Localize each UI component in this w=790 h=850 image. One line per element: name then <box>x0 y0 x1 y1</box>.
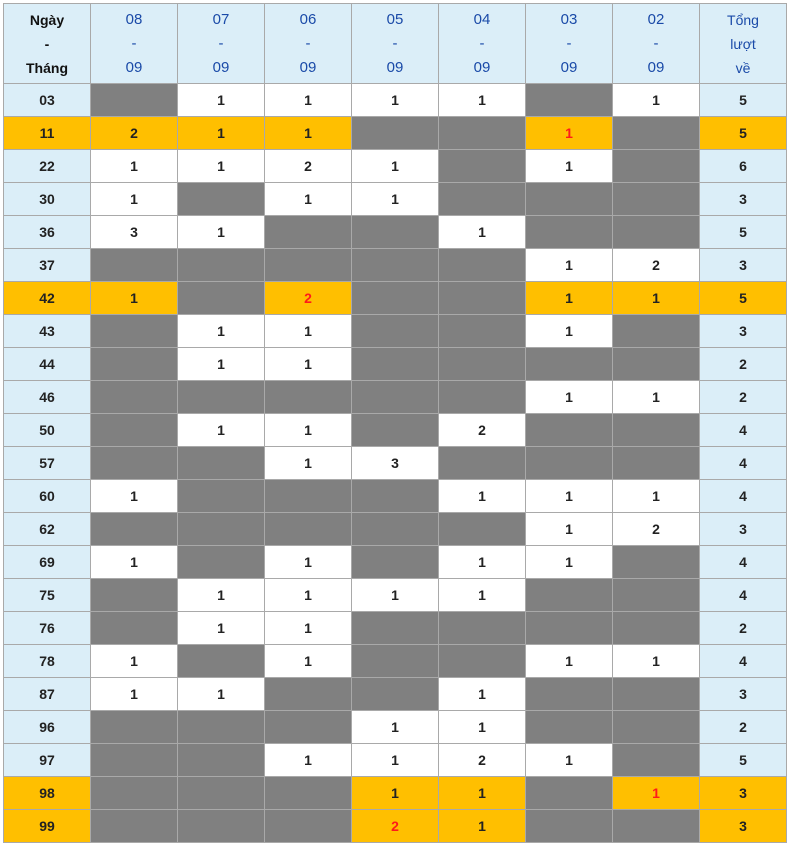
day-column-header: 06 - 09 <box>265 4 352 84</box>
hit-count-cell: 1 <box>439 546 526 579</box>
empty-cell <box>439 282 526 315</box>
empty-cell <box>178 645 265 678</box>
hit-count-cell: 1 <box>178 348 265 381</box>
table-row <box>4 513 787 546</box>
empty-cell <box>178 744 265 777</box>
empty-cell <box>439 117 526 150</box>
hit-count-cell: 1 <box>526 513 613 546</box>
hit-count-cell: 2 <box>613 513 700 546</box>
total-count: 5 <box>700 84 787 117</box>
empty-cell <box>91 249 178 282</box>
empty-cell <box>178 447 265 480</box>
total-count: 4 <box>700 579 787 612</box>
hit-count-cell: 1 <box>265 348 352 381</box>
empty-cell <box>178 777 265 810</box>
empty-cell <box>265 249 352 282</box>
table-row <box>4 711 787 744</box>
empty-cell <box>613 414 700 447</box>
hit-count-cell: 1 <box>352 150 439 183</box>
day-column-header: 02 - 09 <box>613 4 700 84</box>
empty-cell <box>613 678 700 711</box>
table-row <box>4 480 787 513</box>
table-row <box>4 249 787 282</box>
empty-cell <box>178 480 265 513</box>
empty-cell <box>91 348 178 381</box>
empty-cell <box>526 84 613 117</box>
empty-cell <box>439 447 526 480</box>
hit-count-cell: 1 <box>439 84 526 117</box>
empty-cell <box>439 645 526 678</box>
hit-count-cell: 1 <box>526 150 613 183</box>
day-column-header: 07 - 09 <box>178 4 265 84</box>
empty-cell <box>613 744 700 777</box>
empty-cell <box>613 216 700 249</box>
hit-count-cell: 1 <box>91 645 178 678</box>
empty-cell <box>526 711 613 744</box>
hit-count-cell: 1 <box>265 414 352 447</box>
table-row <box>4 315 787 348</box>
empty-cell <box>526 579 613 612</box>
hit-count-cell: 1 <box>91 546 178 579</box>
hit-count-cell: 1 <box>91 678 178 711</box>
hit-count-cell: 1 <box>265 447 352 480</box>
total-count: 4 <box>700 645 787 678</box>
empty-cell <box>91 84 178 117</box>
hit-count-cell: 1 <box>352 84 439 117</box>
lottery-number: 43 <box>4 315 91 348</box>
table-body <box>4 84 787 843</box>
hit-count-cell: 2 <box>265 282 352 315</box>
day-column-header: 03 - 09 <box>526 4 613 84</box>
lottery-number: 37 <box>4 249 91 282</box>
total-count: 4 <box>700 546 787 579</box>
table-row <box>4 678 787 711</box>
empty-cell <box>526 447 613 480</box>
total-count: 3 <box>700 183 787 216</box>
hit-count-cell: 1 <box>613 282 700 315</box>
table-row <box>4 84 787 117</box>
table-row <box>4 612 787 645</box>
hit-count-cell: 1 <box>265 117 352 150</box>
empty-cell <box>178 810 265 843</box>
empty-cell <box>352 678 439 711</box>
empty-cell <box>613 711 700 744</box>
hit-count-cell: 2 <box>352 810 439 843</box>
lottery-number: 99 <box>4 810 91 843</box>
lottery-number: 36 <box>4 216 91 249</box>
hit-count-cell: 1 <box>613 84 700 117</box>
hit-count-cell: 1 <box>91 282 178 315</box>
total-column-header: Tổng lượt về <box>700 4 787 84</box>
empty-cell <box>178 711 265 744</box>
empty-cell <box>265 711 352 744</box>
hit-count-cell: 1 <box>91 480 178 513</box>
empty-cell <box>265 777 352 810</box>
lottery-number: 60 <box>4 480 91 513</box>
table-row <box>4 150 787 183</box>
hit-count-cell: 1 <box>265 183 352 216</box>
empty-cell <box>439 249 526 282</box>
empty-cell <box>526 216 613 249</box>
empty-cell <box>352 315 439 348</box>
total-count: 6 <box>700 150 787 183</box>
empty-cell <box>439 381 526 414</box>
hit-count-cell: 1 <box>352 711 439 744</box>
table-row <box>4 414 787 447</box>
hit-count-cell: 2 <box>439 744 526 777</box>
table-row <box>4 546 787 579</box>
total-count: 3 <box>700 315 787 348</box>
lottery-number: 78 <box>4 645 91 678</box>
empty-cell <box>526 183 613 216</box>
empty-cell <box>352 480 439 513</box>
hit-count-cell: 1 <box>613 645 700 678</box>
empty-cell <box>91 711 178 744</box>
hit-count-cell: 1 <box>439 480 526 513</box>
lottery-frequency-table <box>3 3 787 843</box>
hit-count-cell: 1 <box>526 744 613 777</box>
empty-cell <box>91 414 178 447</box>
hit-count-cell: 1 <box>265 579 352 612</box>
hit-count-cell: 1 <box>613 480 700 513</box>
hit-count-cell: 2 <box>265 150 352 183</box>
total-count: 5 <box>700 117 787 150</box>
hit-count-cell: 1 <box>91 150 178 183</box>
hit-count-cell: 3 <box>91 216 178 249</box>
empty-cell <box>352 414 439 447</box>
empty-cell <box>352 249 439 282</box>
empty-cell <box>439 150 526 183</box>
total-count: 5 <box>700 282 787 315</box>
hit-count-cell: 1 <box>265 546 352 579</box>
lottery-number: 50 <box>4 414 91 447</box>
hit-count-cell: 1 <box>352 744 439 777</box>
hit-count-cell: 1 <box>352 777 439 810</box>
total-count: 3 <box>700 777 787 810</box>
hit-count-cell: 1 <box>352 183 439 216</box>
hit-count-cell: 1 <box>178 315 265 348</box>
empty-cell <box>613 150 700 183</box>
corner-header: Ngày - Tháng <box>4 4 91 84</box>
empty-cell <box>526 348 613 381</box>
lottery-number: 46 <box>4 381 91 414</box>
total-count: 5 <box>700 216 787 249</box>
lottery-number: 44 <box>4 348 91 381</box>
empty-cell <box>265 678 352 711</box>
empty-cell <box>613 348 700 381</box>
hit-count-cell: 1 <box>526 381 613 414</box>
hit-count-cell: 1 <box>526 249 613 282</box>
hit-count-cell: 1 <box>178 612 265 645</box>
empty-cell <box>352 612 439 645</box>
table-row <box>4 744 787 777</box>
hit-count-cell: 1 <box>178 678 265 711</box>
empty-cell <box>352 513 439 546</box>
empty-cell <box>91 612 178 645</box>
empty-cell <box>265 513 352 546</box>
empty-cell <box>526 414 613 447</box>
hit-count-cell: 1 <box>178 216 265 249</box>
hit-count-cell: 1 <box>526 546 613 579</box>
empty-cell <box>352 546 439 579</box>
empty-cell <box>526 777 613 810</box>
empty-cell <box>613 612 700 645</box>
header-row <box>4 4 787 84</box>
empty-cell <box>352 645 439 678</box>
lottery-number: 97 <box>4 744 91 777</box>
hit-count-cell: 1 <box>526 282 613 315</box>
table-row <box>4 810 787 843</box>
total-count: 4 <box>700 414 787 447</box>
hit-count-cell: 1 <box>265 744 352 777</box>
hit-count-cell: 1 <box>439 810 526 843</box>
empty-cell <box>352 381 439 414</box>
empty-cell <box>439 183 526 216</box>
empty-cell <box>178 249 265 282</box>
total-count: 3 <box>700 678 787 711</box>
total-count: 2 <box>700 711 787 744</box>
day-column-header: 08 - 09 <box>91 4 178 84</box>
lottery-number: 62 <box>4 513 91 546</box>
empty-cell <box>91 315 178 348</box>
table-row <box>4 777 787 810</box>
hit-count-cell: 1 <box>265 645 352 678</box>
empty-cell <box>178 381 265 414</box>
table-row <box>4 579 787 612</box>
hit-count-cell: 1 <box>439 678 526 711</box>
empty-cell <box>178 546 265 579</box>
hit-count-cell: 1 <box>265 84 352 117</box>
empty-cell <box>91 381 178 414</box>
empty-cell <box>613 579 700 612</box>
empty-cell <box>91 810 178 843</box>
table-row <box>4 645 787 678</box>
lottery-number: 11 <box>4 117 91 150</box>
empty-cell <box>91 513 178 546</box>
hit-count-cell: 1 <box>265 612 352 645</box>
total-count: 2 <box>700 612 787 645</box>
total-count: 4 <box>700 480 787 513</box>
hit-count-cell: 1 <box>526 117 613 150</box>
hit-count-cell: 1 <box>178 150 265 183</box>
table-row <box>4 183 787 216</box>
hit-count-cell: 1 <box>613 777 700 810</box>
table-row <box>4 348 787 381</box>
empty-cell <box>439 315 526 348</box>
table-row <box>4 282 787 315</box>
hit-count-cell: 1 <box>526 480 613 513</box>
hit-count-cell: 1 <box>265 315 352 348</box>
empty-cell <box>352 117 439 150</box>
total-count: 5 <box>700 744 787 777</box>
hit-count-cell: 1 <box>178 84 265 117</box>
hit-count-cell: 2 <box>439 414 526 447</box>
table-row <box>4 216 787 249</box>
total-count: 3 <box>700 249 787 282</box>
day-column-header: 05 - 09 <box>352 4 439 84</box>
empty-cell <box>526 678 613 711</box>
empty-cell <box>265 810 352 843</box>
hit-count-cell: 1 <box>352 579 439 612</box>
empty-cell <box>352 282 439 315</box>
lottery-number: 22 <box>4 150 91 183</box>
empty-cell <box>265 381 352 414</box>
empty-cell <box>613 183 700 216</box>
total-count: 3 <box>700 810 787 843</box>
empty-cell <box>91 744 178 777</box>
lottery-number: 76 <box>4 612 91 645</box>
empty-cell <box>613 447 700 480</box>
total-count: 2 <box>700 381 787 414</box>
day-column-header: 04 - 09 <box>439 4 526 84</box>
table-row <box>4 381 787 414</box>
lottery-number: 42 <box>4 282 91 315</box>
empty-cell <box>526 612 613 645</box>
empty-cell <box>91 777 178 810</box>
lottery-number: 98 <box>4 777 91 810</box>
empty-cell <box>526 810 613 843</box>
lottery-number: 75 <box>4 579 91 612</box>
hit-count-cell: 1 <box>526 645 613 678</box>
lottery-number: 03 <box>4 84 91 117</box>
empty-cell <box>613 810 700 843</box>
empty-cell <box>178 183 265 216</box>
empty-cell <box>265 480 352 513</box>
hit-count-cell: 2 <box>91 117 178 150</box>
lottery-number: 57 <box>4 447 91 480</box>
hit-count-cell: 1 <box>439 777 526 810</box>
empty-cell <box>352 348 439 381</box>
empty-cell <box>178 282 265 315</box>
hit-count-cell: 1 <box>613 381 700 414</box>
hit-count-cell: 1 <box>439 216 526 249</box>
hit-count-cell: 1 <box>439 711 526 744</box>
empty-cell <box>613 546 700 579</box>
empty-cell <box>613 315 700 348</box>
hit-count-cell: 1 <box>178 579 265 612</box>
empty-cell <box>439 348 526 381</box>
lottery-number: 30 <box>4 183 91 216</box>
empty-cell <box>439 513 526 546</box>
table-row <box>4 117 787 150</box>
hit-count-cell: 1 <box>439 579 526 612</box>
hit-count-cell: 3 <box>352 447 439 480</box>
table-row <box>4 447 787 480</box>
lottery-number: 69 <box>4 546 91 579</box>
total-count: 2 <box>700 348 787 381</box>
hit-count-cell: 1 <box>526 315 613 348</box>
total-count: 4 <box>700 447 787 480</box>
empty-cell <box>91 447 178 480</box>
empty-cell <box>352 216 439 249</box>
empty-cell <box>613 117 700 150</box>
lottery-number: 87 <box>4 678 91 711</box>
empty-cell <box>439 612 526 645</box>
hit-count-cell: 2 <box>613 249 700 282</box>
total-count: 3 <box>700 513 787 546</box>
lottery-number: 96 <box>4 711 91 744</box>
hit-count-cell: 1 <box>178 117 265 150</box>
hit-count-cell: 1 <box>91 183 178 216</box>
hit-count-cell: 1 <box>178 414 265 447</box>
empty-cell <box>265 216 352 249</box>
empty-cell <box>178 513 265 546</box>
empty-cell <box>91 579 178 612</box>
